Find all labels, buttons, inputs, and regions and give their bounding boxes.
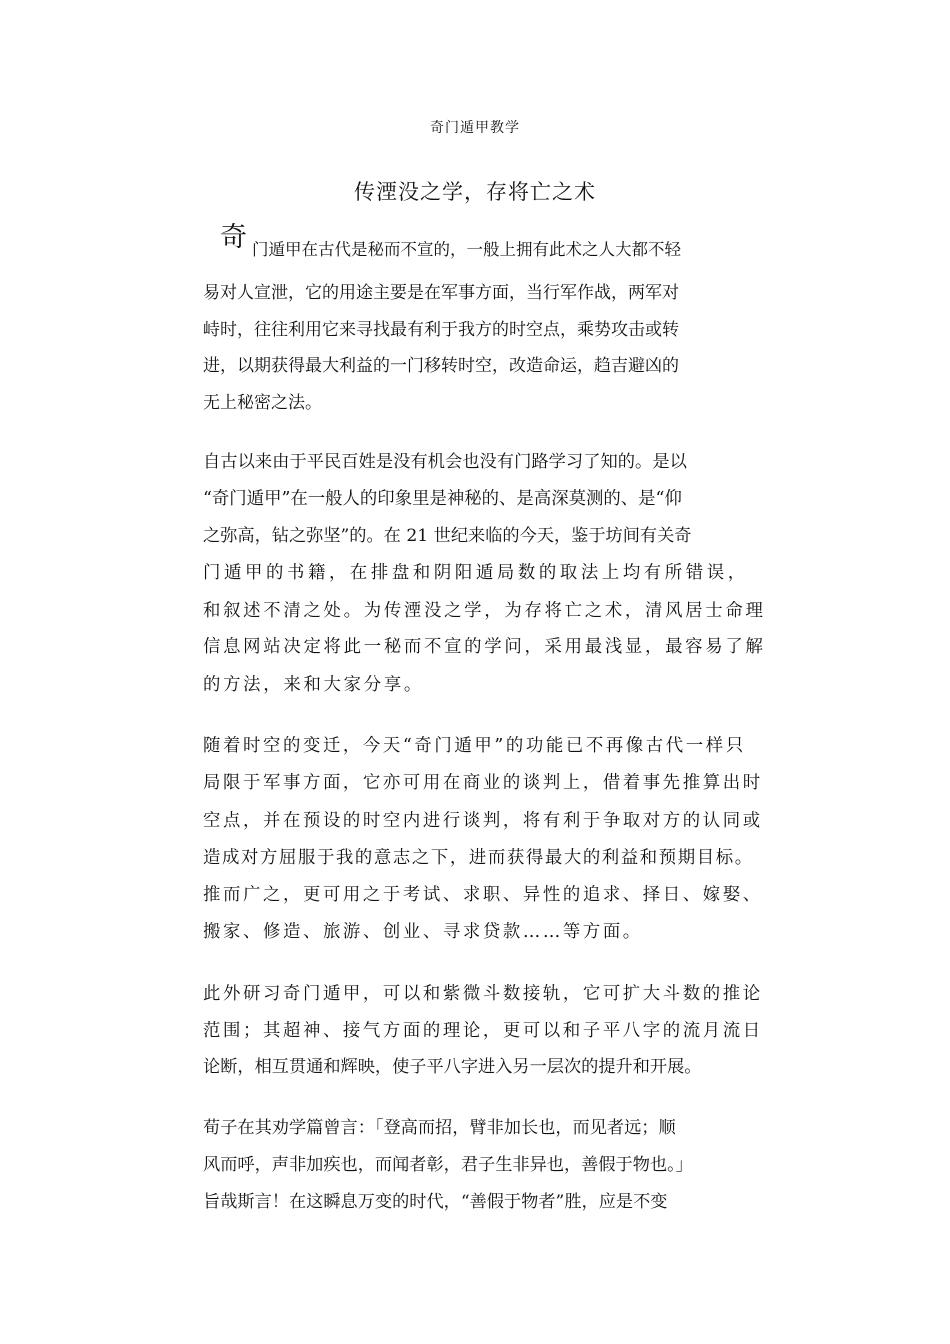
text-line: 旨哉斯言！在这瞬息万变的时代，“善假于物者”胜，应是不变: [203, 1192, 668, 1212]
text-line: 门遁甲的书籍，在排盘和阴阳遁局数的取法上均有所错误，: [203, 563, 749, 583]
text-line: 门遁甲在古代是秘而不宣的，一般上拥有此术之人大都不轻: [252, 240, 681, 259]
article-subtitle: 传湮没之学，存将亡之术: [354, 180, 596, 204]
document-title: 奇门遁甲教学: [430, 120, 520, 136]
text-line: 范围；其超神、接气方面的理论，更可以和子平八字的流月流日: [203, 1021, 763, 1041]
text-line: 局限于军事方面，它亦可用在商业的谈判上，借着事先推算出时: [203, 773, 763, 793]
text-line: “奇门遁甲”在一般人的印象里是神秘的、是高深莫测的、是“仰: [203, 489, 682, 509]
text-line: 自古以来由于平民百姓是没有机会也没有门路学习了知的。是以: [203, 452, 687, 472]
text-line: 风而呼，声非加疾也，而闻者彰，君子生非异也，善假于物也。」: [203, 1155, 693, 1175]
text-line: 进，以期获得最大利益的一门移转时空，改造命运，趋吉避凶的: [203, 356, 679, 376]
text-line: 空点，并在预设的时空内进行谈判，将有利于争取对方的认同或: [203, 811, 763, 831]
text-line: 造成对方屈服于我的意志之下，进而获得最大的利益和预期目标。: [203, 848, 754, 868]
text-line: 信息网站决定将此一秘而不宣的学问，采用最浅显，最容易了解: [203, 637, 766, 657]
text-line: 搬家、修造、旅游、创业、寻求贷款……等方面。: [203, 922, 643, 942]
text-line: 无上秘密之法。: [203, 393, 322, 413]
text-line: 峙时，往往利用它来寻找最有利于我方的时空点，乘势攻击或转: [203, 320, 679, 340]
text-line: 的方法，来和大家分享。: [203, 675, 424, 695]
text-line: 和叙述不清之处。为传湮没之学，为存将亡之术，清风居士命理: [203, 601, 766, 621]
text-line: 之弥高，钻之弥坚”的。在 21 世纪来临的今天，鉴于坊间有关奇: [203, 526, 692, 546]
drop-cap: 奇: [220, 222, 247, 253]
text-line: 荀子在其劝学篇曾言：「登高而招，臂非加长也，而见者远；顺: [203, 1118, 676, 1138]
text-line: 推而广之，更可用之于考试、求职、异性的追求、择日、嫁娶、: [203, 885, 763, 905]
text-line: 此外研习奇门遁甲，可以和紫微斗数接轨，它可扩大斗数的推论: [203, 984, 763, 1004]
text-line: 论断，相互贯通和辉映，使子平八字进入另一层次的提升和开展。: [203, 1057, 702, 1077]
text-line: 随着时空的变迁，今天“奇门遁甲”的功能已不再像古代一样只: [203, 736, 746, 756]
text-line: 易对人宣泄，它的用途主要是在军事方面，当行军作战，两军对: [203, 283, 679, 303]
